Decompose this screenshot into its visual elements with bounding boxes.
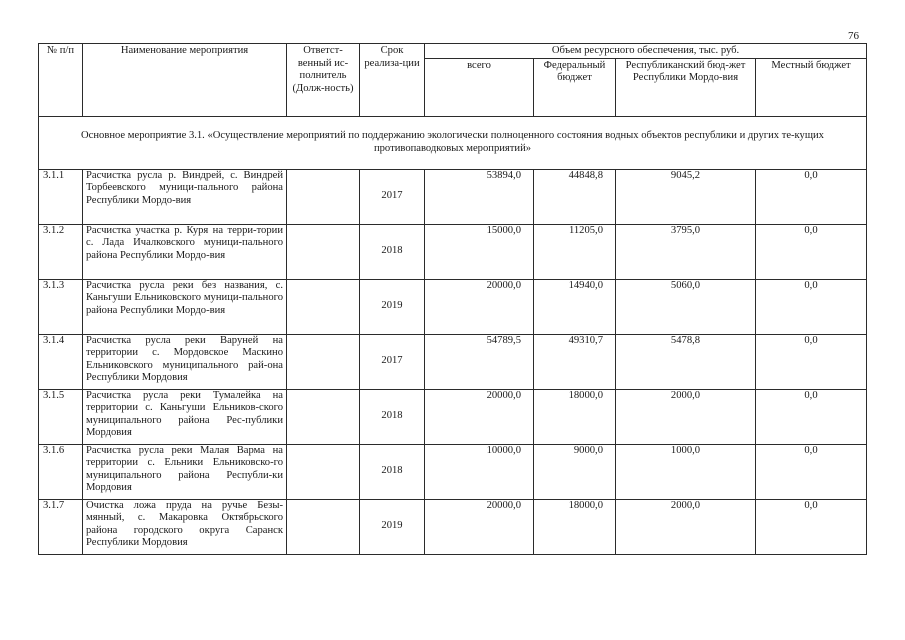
row-republic: 5478,8 — [616, 334, 756, 389]
table-row — [39, 224, 867, 279]
row-local: 0,0 — [756, 389, 867, 444]
row-number: 3.1.6 — [39, 444, 83, 499]
row-responsible — [287, 224, 360, 279]
table-row — [39, 169, 867, 224]
row-year: 2019 — [360, 499, 425, 554]
row-year: 2018 — [360, 389, 425, 444]
row-local: 0,0 — [756, 499, 867, 554]
header-responsible: Ответст-венный ис-полнитель (Долж-ность) — [287, 44, 360, 117]
row-local: 0,0 — [756, 169, 867, 224]
row-local: 0,0 — [756, 444, 867, 499]
row-total: 10000,0 — [425, 444, 534, 499]
resource-table — [38, 43, 867, 555]
row-year: 2018 — [360, 444, 425, 499]
row-responsible — [287, 334, 360, 389]
row-year: 2018 — [360, 224, 425, 279]
row-total: 54789,5 — [425, 334, 534, 389]
row-name: Расчистка русла реки Малая Варма на территории с. Ельники Ельниковско-го муниципального района Республи-ки Мордовия — [83, 444, 287, 499]
row-name: Расчистка участка р. Куря на терри-тории с. Лада Ичалковского муници-пального района Республики Мордо-вия — [83, 224, 287, 279]
header-term: Срок реализа-ции — [360, 44, 425, 117]
row-federal: 11205,0 — [534, 224, 616, 279]
row-responsible — [287, 169, 360, 224]
row-republic: 2000,0 — [616, 389, 756, 444]
row-federal: 9000,0 — [534, 444, 616, 499]
row-name: Расчистка русла реки Варуней на территории с. Мордовское Маскино Ельниковского муниципального рай-она Республики Мордовия — [83, 334, 287, 389]
row-name: Расчистка русла реки Тумалейка на территории с. Каньгуши Ельников-ского муниципального района Рес-публики Мордовия — [83, 389, 287, 444]
header-federal: Федеральный бюджет — [534, 58, 616, 116]
row-local: 0,0 — [756, 334, 867, 389]
row-republic: 9045,2 — [616, 169, 756, 224]
row-responsible — [287, 499, 360, 554]
row-republic: 1000,0 — [616, 444, 756, 499]
table-row — [39, 444, 867, 499]
header-local: Местный бюджет — [756, 58, 867, 116]
row-federal: 18000,0 — [534, 389, 616, 444]
row-republic: 3795,0 — [616, 224, 756, 279]
header-republic: Республиканский бюд-жет Республики Мордо-вия — [616, 58, 756, 116]
header-total: всего — [425, 58, 534, 116]
row-local: 0,0 — [756, 279, 867, 334]
row-year: 2019 — [360, 279, 425, 334]
row-year: 2017 — [360, 334, 425, 389]
row-local: 0,0 — [756, 224, 867, 279]
header-num: № п/п — [39, 44, 83, 117]
section-title: Основное мероприятие 3.1. «Осуществление мероприятий по поддержанию экологически полноценного состояния водных объектов республики и других те-кущих противопаводковых мероприятий» — [39, 116, 867, 169]
row-name: Расчистка русла реки без названия, с. Каньгуши Ельниковского муници-пального района Республики Мордо-вия — [83, 279, 287, 334]
row-number: 3.1.3 — [39, 279, 83, 334]
row-responsible — [287, 389, 360, 444]
row-number: 3.1.4 — [39, 334, 83, 389]
row-federal: 44848,8 — [534, 169, 616, 224]
row-responsible — [287, 279, 360, 334]
row-name: Очистка ложа пруда на ручье Безы-мянный, с. Макаровка Октябрьского района городского округа Саранск Республики Мордовия — [83, 499, 287, 554]
row-number: 3.1.2 — [39, 224, 83, 279]
table-row — [39, 279, 867, 334]
row-federal: 18000,0 — [534, 499, 616, 554]
table-row — [39, 334, 867, 389]
row-total: 53894,0 — [425, 169, 534, 224]
row-republic: 2000,0 — [616, 499, 756, 554]
row-year: 2017 — [360, 169, 425, 224]
header-resources: Объем ресурсного обеспечения, тыс. руб. — [425, 44, 867, 59]
page-number: 76 — [848, 30, 859, 42]
row-responsible — [287, 444, 360, 499]
table-row — [39, 499, 867, 554]
row-republic: 5060,0 — [616, 279, 756, 334]
row-number: 3.1.5 — [39, 389, 83, 444]
row-federal: 14940,0 — [534, 279, 616, 334]
row-total: 20000,0 — [425, 499, 534, 554]
row-number: 3.1.1 — [39, 169, 83, 224]
table-row — [39, 389, 867, 444]
row-total: 20000,0 — [425, 279, 534, 334]
row-total: 15000,0 — [425, 224, 534, 279]
row-number: 3.1.7 — [39, 499, 83, 554]
header-name: Наименование мероприятия — [83, 44, 287, 117]
row-federal: 49310,7 — [534, 334, 616, 389]
row-name: Расчистка русла р. Виндрей, с. Виндрей Торбеевского муници-пального района Республики Мордо-вия — [83, 169, 287, 224]
row-total: 20000,0 — [425, 389, 534, 444]
